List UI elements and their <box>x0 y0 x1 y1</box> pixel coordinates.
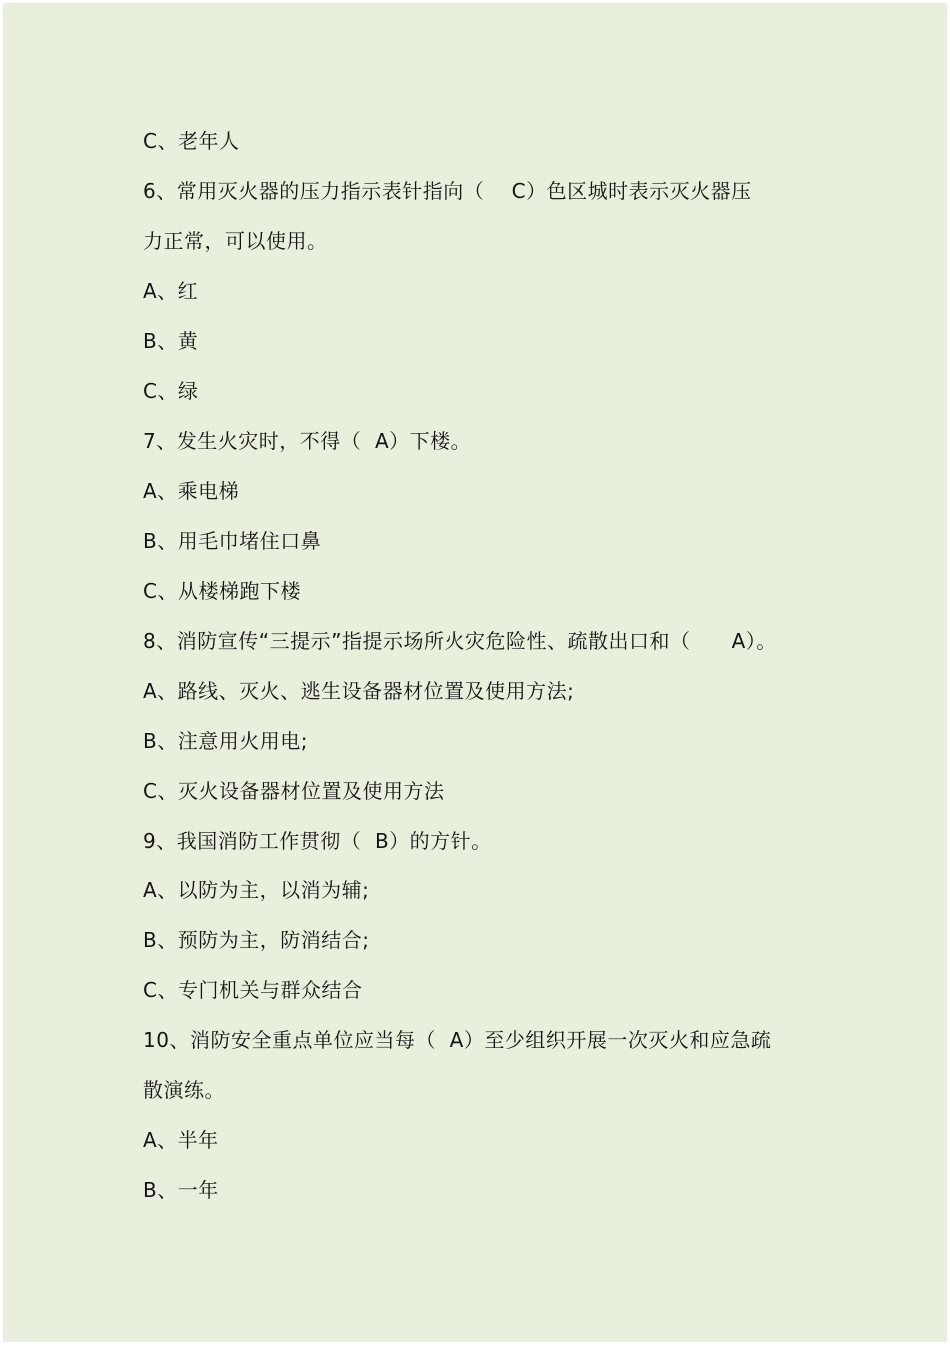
option-8a: A、路线、灭火、逃生设备器材位置及使用方法; <box>143 679 575 703</box>
question-10-line-2: 散演练。 <box>143 1078 225 1102</box>
question-8: 8、消防宣传“三提示”指提示场所火灾危险性、疏散出口和（ A）。 <box>143 629 777 653</box>
option-7a: A、乘电梯 <box>143 479 240 503</box>
question-6-line-1: 6、常用灭火器的压力指示表针指向（ C）色区城时表示灭火器压 <box>143 179 752 203</box>
option-6b: B、黄 <box>143 329 199 353</box>
option-5c: C、老年人 <box>143 129 240 153</box>
option-6c: C、绿 <box>143 379 199 403</box>
option-9a: A、以防为主，以消为辅; <box>143 878 370 902</box>
option-8c: C、灭火设备器材位置及使用方法 <box>143 779 445 803</box>
option-9c: C、专门机关与群众结合 <box>143 978 363 1002</box>
option-6a: A、红 <box>143 279 199 303</box>
question-10-line-1: 10、消防安全重点单位应当每（ A）至少组织开展一次灭火和应急疏 <box>143 1028 772 1052</box>
option-9b: B、预防为主，防消结合; <box>143 928 370 952</box>
question-9: 9、我国消防工作贯彻（ B）的方针。 <box>143 829 492 853</box>
option-7b: B、用毛巾堵住口鼻 <box>143 529 322 553</box>
option-7c: C、从楼梯跑下楼 <box>143 579 301 603</box>
option-10a: A、半年 <box>143 1128 219 1152</box>
question-7: 7、发生火灾时，不得（ A）下楼。 <box>143 429 472 453</box>
option-8b: B、注意用火用电; <box>143 729 308 753</box>
option-10b: B、一年 <box>143 1178 219 1202</box>
question-6-line-2: 力正常，可以使用。 <box>143 229 328 253</box>
